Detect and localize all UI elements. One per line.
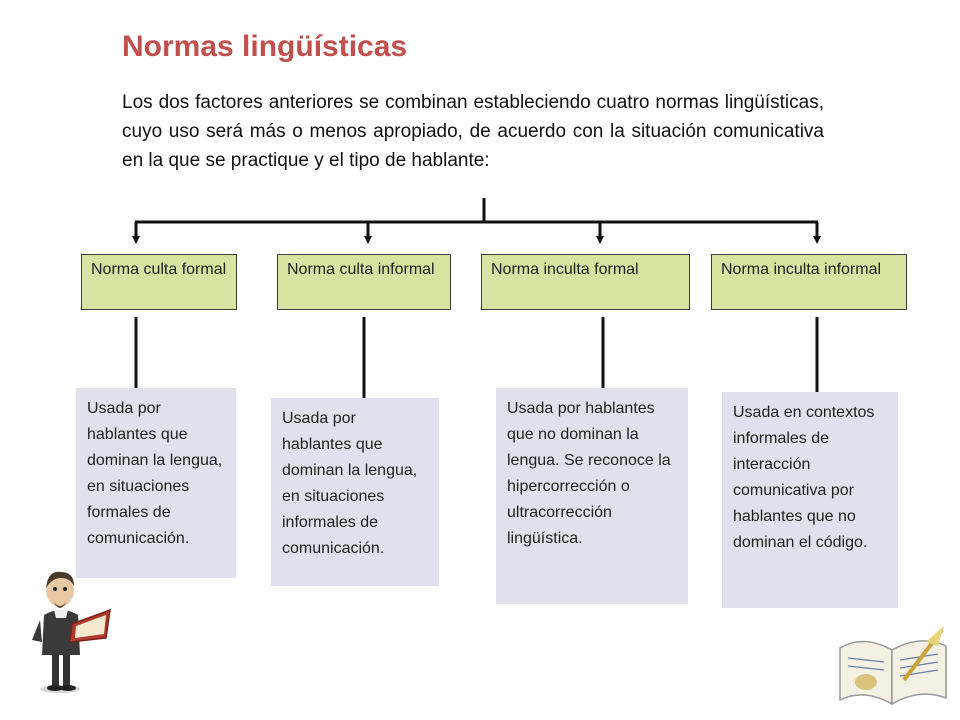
open-book-icon	[834, 620, 952, 710]
desc-box-culta-formal: Usada por hablantes que dominan la lengua, en situaciones formales de comunicación.	[76, 388, 236, 578]
desc-box-inculta-informal: Usada en contextos informales de interacción comunicativa por hablantes que no dominan el código.	[722, 392, 898, 608]
norm-box-culta-informal: Norma culta informal	[277, 254, 451, 310]
norm-box-culta-formal: Norma culta formal	[81, 254, 237, 310]
intro-paragraph: Los dos factores anteriores se combinan estableciendo cuatro normas lingüísticas, cuyo uso será más o menos apropiado, de acuerdo con la situación comunicativa en la que se practique y el tipo de hablante:	[122, 92, 824, 171]
reading-man-icon	[18, 560, 118, 695]
norm-box-inculta-informal: Norma inculta informal	[711, 254, 907, 310]
desc-box-inculta-formal: Usada por hablantes que no dominan la lengua. Se reconoce la hipercorrección o ultracorrección lingüística.	[496, 388, 688, 604]
desc-box-culta-informal: Usada por hablantes que dominan la lengua, en situaciones informales de comunicación.	[271, 398, 439, 586]
page-title: Normas lingüísticas	[122, 30, 408, 63]
norm-box-inculta-formal: Norma inculta formal	[481, 254, 690, 310]
